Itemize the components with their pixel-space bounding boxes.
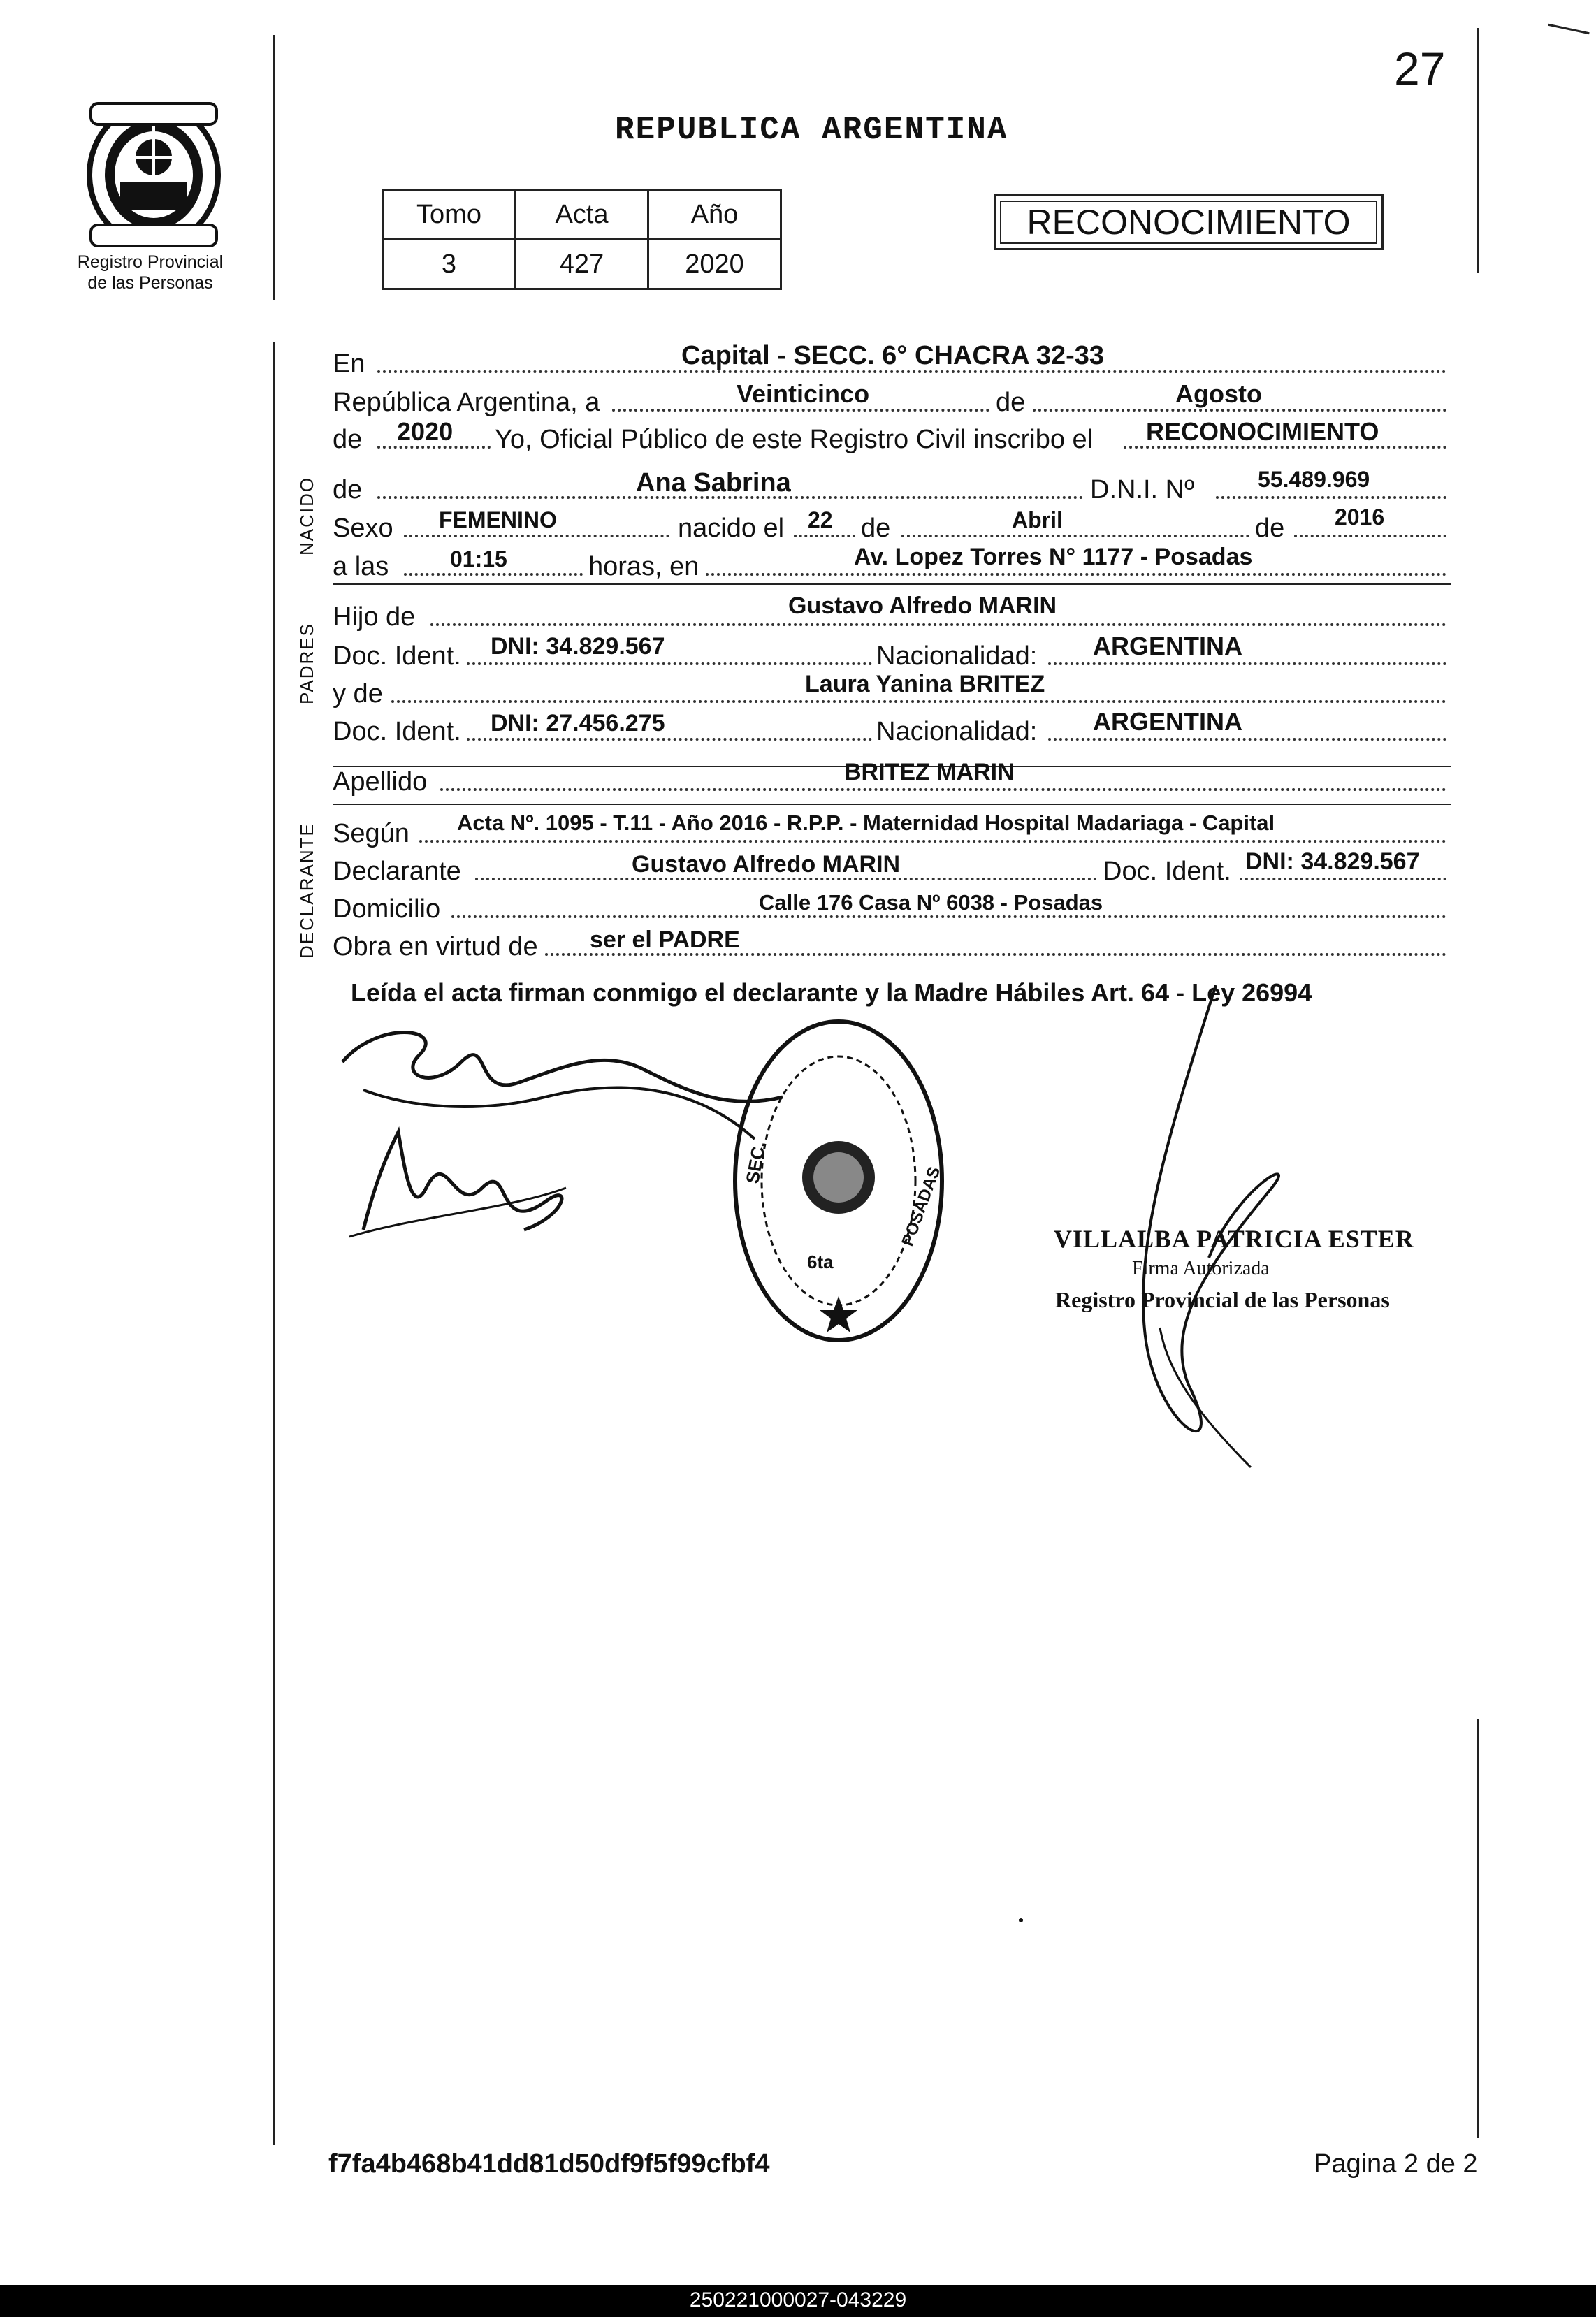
side-label-declarante: DECLARANTE (296, 822, 317, 959)
label-de-birth-year: de (1255, 514, 1285, 543)
value-father: Gustavo Alfredo MARIN (788, 593, 1057, 619)
dots-domicilio (451, 915, 1446, 918)
official-signature-icon (1090, 978, 1314, 1481)
value-declarante-doc: DNI: 34.829.567 (1245, 848, 1420, 875)
value-day-words: Veinticinco (737, 379, 870, 408)
read-statement: Leída el acta firman conmigo el declarante y la Madre Hábiles Art. 64 - Ley 26994 (351, 978, 1312, 1007)
label-obra: Obra en virtud de (333, 932, 538, 961)
value-birth-month: Abril (1012, 507, 1063, 532)
separator-nacido (333, 583, 1451, 585)
value-father-nat: ARGENTINA (1093, 632, 1242, 660)
value-act: RECONOCIMIENTO (1146, 417, 1379, 446)
value-year: 2020 (397, 417, 454, 446)
label-de-name: de (333, 475, 363, 504)
left-margin-line-lower (273, 342, 275, 2145)
value-month: Agosto (1175, 379, 1262, 408)
reference-value-row (383, 240, 781, 289)
value-ano: 2020 (648, 240, 781, 289)
value-obra: ser el PADRE (590, 927, 740, 953)
label-hijo-de: Hijo de (333, 602, 416, 632)
header-tomo: Tomo (383, 190, 516, 240)
label-sexo: Sexo (333, 514, 393, 543)
value-declarante: Gustavo Alfredo MARIN (632, 851, 901, 878)
logo-caption-line1: Registro Provincial (77, 252, 224, 272)
label-doc-ident-2: Doc. Ident. (333, 717, 461, 746)
label-doc-ident-1: Doc. Ident. (333, 641, 461, 671)
value-mother-nat: ARGENTINA (1093, 707, 1242, 736)
label-republica: República Argentina, a (333, 388, 600, 417)
label-declarante: Declarante (333, 857, 461, 886)
registry-seal-icon (730, 1017, 947, 1345)
value-tomo: 3 (383, 240, 516, 289)
dots-declarante-doc (1240, 878, 1446, 880)
value-surname: BRITEZ MARIN (844, 759, 1015, 785)
separator-apellido (333, 804, 1451, 805)
label-de-month: de (996, 388, 1026, 417)
label-oficial: Yo, Oficial Público de este Registro Civil inscribo el (495, 425, 1094, 454)
dots-birth-year (1294, 535, 1446, 537)
svg-text:6ta: 6ta (807, 1251, 834, 1272)
value-mother: Laura Yanina BRITEZ (805, 671, 1045, 697)
page-title: REPUBLICA ARGENTINA (615, 112, 1008, 148)
official-office: Registro Provincial de las Personas (1055, 1287, 1390, 1312)
left-margin-line (273, 35, 275, 300)
reference-header-row (383, 190, 781, 240)
stray-dot (1019, 1918, 1023, 1922)
dots-father-nat (1048, 662, 1446, 665)
label-en: En (333, 349, 365, 379)
dots-mother-doc (467, 738, 872, 741)
value-acta: 427 (516, 240, 648, 289)
dots-surname (440, 788, 1446, 791)
document-type-box: RECONOCIMIENTO (994, 194, 1384, 250)
dots-place (706, 573, 1446, 576)
label-de-day: de (861, 514, 891, 543)
logo-caption (56, 252, 245, 293)
label-doc-ident-decl: Doc. Ident. (1103, 857, 1231, 886)
official-role: Firma Autorizada (1132, 1258, 1270, 1279)
value-name: Ana Sabrina (636, 468, 791, 497)
right-margin-line (1477, 28, 1479, 273)
value-segun: Acta Nº. 1095 - T.11 - Año 2016 - R.P.P. - Maternidad Hospital Madariaga - Capital (457, 811, 1275, 835)
dots-day (612, 409, 989, 412)
value-sexo: FEMENINO (439, 507, 557, 532)
value-en: Capital - SECC. 6° CHACRA 32-33 (681, 341, 1105, 370)
corner-mark (1548, 24, 1589, 34)
page-number: 27 (1394, 43, 1446, 94)
logo-caption-line2: de las Personas (87, 273, 213, 293)
dots-father-doc (467, 662, 872, 665)
header-acta: Acta (516, 190, 648, 240)
side-label-nacido: NACIDO (296, 476, 317, 555)
value-dni: 55.489.969 (1258, 467, 1370, 492)
value-place: Av. Lopez Torres N° 1177 - Posadas (854, 544, 1253, 570)
label-de-year: de (333, 425, 363, 454)
right-margin-line-lower (1477, 1719, 1479, 2138)
label-domicilio: Domicilio (333, 894, 441, 924)
value-domicilio: Calle 176 Casa Nº 6038 - Posadas (759, 890, 1103, 915)
label-apellido: Apellido (333, 767, 428, 797)
dots-segun (419, 840, 1446, 843)
label-a-las: a las (333, 552, 389, 581)
dots-dni (1216, 496, 1446, 499)
svg-text:POSADAS: POSADAS (898, 1164, 945, 1249)
footer-code: 250221000027-043229 (689, 2288, 907, 2311)
dots-birth-day (794, 535, 855, 537)
value-mother-doc: DNI: 27.456.275 (491, 710, 665, 736)
label-nacionalidad-2: Nacionalidad: (876, 717, 1038, 746)
province-emblem-icon (77, 91, 231, 252)
label-segun: Según (333, 819, 409, 848)
side-rule-1 (274, 482, 275, 566)
dots-mother-nat (1048, 738, 1446, 741)
value-time: 01:15 (450, 546, 507, 572)
dots-father (430, 623, 1446, 626)
label-horas-en: horas, en (588, 552, 699, 581)
label-y-de: y de (333, 679, 383, 709)
page-indicator: Pagina 2 de 2 (1314, 2149, 1478, 2179)
dots-birth-month (901, 535, 1249, 537)
value-father-doc: DNI: 34.829.567 (491, 633, 665, 660)
header-ano: Año (648, 190, 781, 240)
dots-month (1033, 409, 1446, 412)
document-hash: f7fa4b468b41dd81d50df9f5f99cfbf4 (328, 2149, 770, 2179)
label-nacido-el: nacido el (678, 514, 785, 543)
svg-text:SEC.: SEC. (741, 1140, 770, 1186)
label-dni: D.N.I. Nº (1090, 475, 1194, 504)
dots-time (404, 573, 583, 576)
label-nacionalidad-1: Nacionalidad: (876, 641, 1038, 671)
value-birth-year: 2016 (1335, 504, 1385, 530)
reference-table (382, 189, 782, 290)
official-name: VILLALBA PATRICIA ESTER (1054, 1225, 1414, 1253)
dots-mother (391, 700, 1446, 703)
side-label-padres: PADRES (296, 623, 317, 704)
dots-sexo (404, 535, 669, 537)
value-birth-day: 22 (808, 507, 833, 532)
